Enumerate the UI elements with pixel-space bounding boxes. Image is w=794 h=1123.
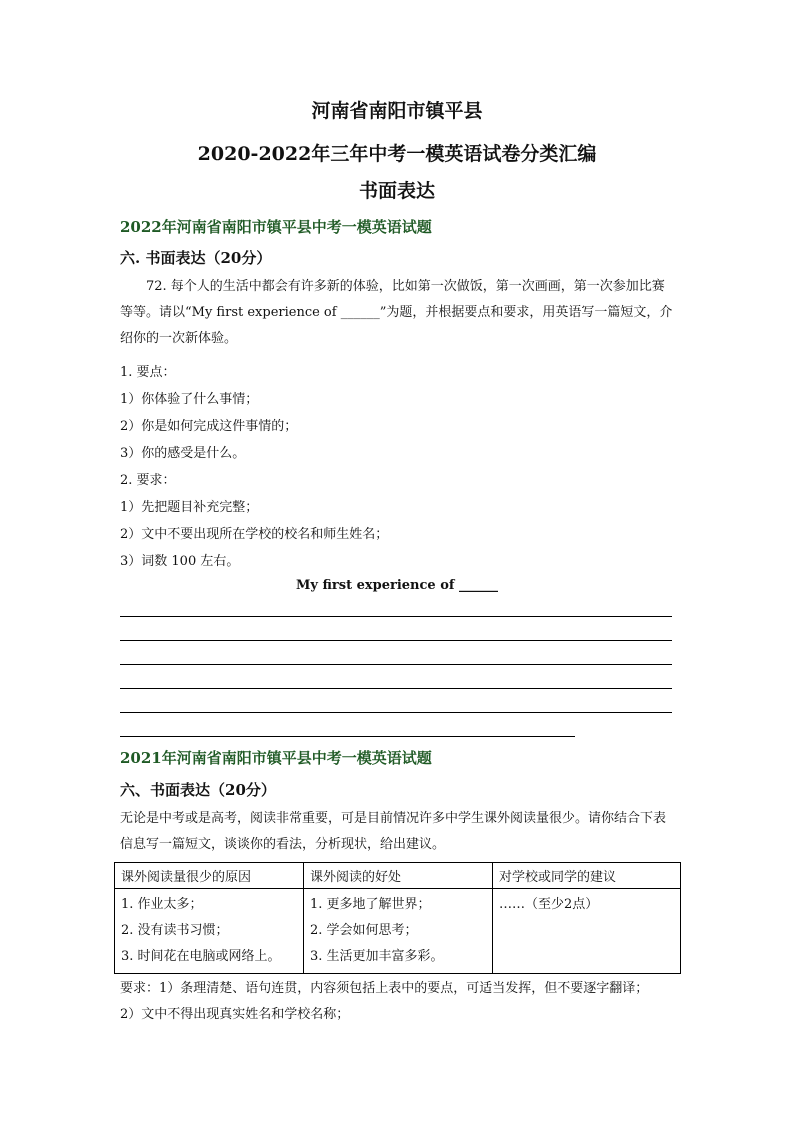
table-header-cell: 课外阅读量很少的原因 [115,863,304,889]
requirements-label: 2. 要求： [120,473,176,488]
cell-line: 3. 时间花在电脑或网络上。 [121,949,281,964]
essay-title: My first experience of ______ [295,578,498,593]
writing-line[interactable] [120,616,672,617]
reading-info-table [114,862,681,974]
writing-line[interactable] [120,688,672,689]
table-header-cell: 课外阅读的好处 [304,863,493,889]
section-2021-part: 六、书面表达（20分） [120,781,276,799]
doc-title-main: 2020-2022年三年中考一模英语试卷分类汇编 [197,143,597,165]
cell-line: 2. 没有读书习惯； [121,923,229,938]
writing-line[interactable] [120,640,672,641]
section-2021-prompt: 无论是中考或是高考，阅读非常重要，可是目前情况许多中学生课外阅读量很少。请你结合下表信息写一篇短文，谈谈你的看法，分析现状，给出建议。 [120,811,667,852]
table-cell-benefits [304,889,493,974]
cell-line: 1. 作业太多； [121,897,203,912]
section-2022-prompt: 72. 每个人的生活中都会有许多新的体验，比如第一次做饭，第一次画画，第一次参加比赛等等。请以“My first experience of ______”为题，并根据要点和要求，用英语写一篇短文，介绍你的一次新体验。 [120,279,673,346]
table-cell-reasons [115,889,304,974]
requirement-item: 3）词数 100 左右。 [120,554,240,569]
section-2021-req2: 2）文中不得出现真实姓名和学校名称； [120,1007,350,1022]
section-2021-req1: 要求：1）条理清楚、语句连贯，内容须包括上表中的要点，可适当发挥，但不要逐字翻译； [120,981,649,996]
cell-line: 3. 生活更加丰富多彩。 [310,949,444,964]
point-item: 3）你的感受是什么。 [120,446,246,461]
section-2022-heading: 2022年河南省南阳市镇平县中考一模英语试题 [120,218,432,236]
table-cell-suggestions [493,889,681,974]
point-item: 1）你体验了什么事情； [120,392,259,407]
requirement-item: 2）文中不要出现所在学校的校名和师生姓名； [120,527,389,542]
table-row [115,889,681,974]
section-2022-part: 六. 书面表达（20分） [120,249,272,267]
points-label: 1. 要点： [120,365,176,380]
cell-line: 2. 学会如何思考； [310,923,418,938]
doc-title-topic: 书面表达 [358,180,435,202]
table-header-row [115,863,681,889]
section-2021-heading: 2021年河南省南阳市镇平县中考一模英语试题 [120,749,432,767]
cell-line: 1. 更多地了解世界； [310,897,431,912]
writing-line[interactable] [120,664,672,665]
point-item: 2）你是如何完成这件事情的； [120,419,298,434]
writing-line[interactable] [120,712,672,713]
requirement-item: 1）先把题目补充完整； [120,500,259,515]
table-header-cell: 对学校或同学的建议 [493,863,681,889]
cell-line: ……（至少2点） [499,897,599,912]
doc-title-region: 河南省南阳市镇平县 [311,100,483,122]
writing-line[interactable] [120,736,575,737]
